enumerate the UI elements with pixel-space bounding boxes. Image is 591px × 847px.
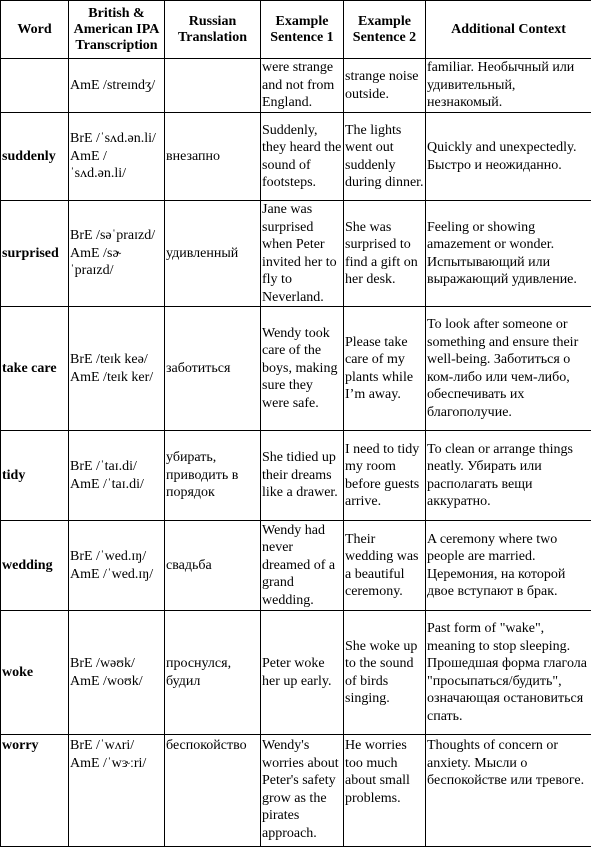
context-cell: To clean or arrange things neatly. Убирать или располагать вещи аккуратно.: [426, 431, 591, 521]
header-example-1: Example Sentence 1: [261, 1, 344, 59]
russian-cell: убирать, приводить в порядок: [165, 431, 261, 521]
russian-cell: удивленный: [165, 201, 261, 307]
word-cell: [1, 59, 69, 113]
example-2-cell: strange noise outside.: [344, 59, 426, 113]
context-cell: Quickly and unexpectedly. Быстро и неожиданно.: [426, 113, 591, 201]
ipa-cell: BrE /ˈwed.ɪŋ/ AmE /ˈwed.ɪŋ/: [69, 521, 165, 611]
ipa-cell: BrE /wəʊk/ AmE /woʊk/: [69, 611, 165, 735]
table-row: [1, 611, 591, 735]
header-russian: Russian Translation: [165, 1, 261, 59]
table-row: [1, 59, 591, 113]
ipa-cell: BrE /teɪk keə/ AmE /teɪk ker/: [69, 307, 165, 431]
word-cell: woke: [1, 611, 69, 735]
word-cell: surprised: [1, 201, 69, 307]
example-1-cell: Wendy took care of the boys, making sure they were safe.: [261, 307, 344, 431]
header-word: Word: [1, 1, 69, 59]
table-row: [1, 521, 591, 611]
russian-cell: внезапно: [165, 113, 261, 201]
table-row: [1, 431, 591, 521]
example-1-cell: Wendy had never dreamed of a grand wedding.: [261, 521, 344, 611]
ipa-cell: BrE /ˈtaɪ.di/ AmE /ˈtaɪ.di/: [69, 431, 165, 521]
table-row: [1, 307, 591, 431]
header-context: Additional Context: [426, 1, 591, 59]
header-ipa: British & American IPA Transcription: [69, 1, 165, 59]
context-cell: Past form of "wake", meaning to stop sleeping. Прошедшая форма глагола "просыпаться/будить", означающая остановиться спать.: [426, 611, 591, 735]
table-row: [1, 201, 591, 307]
russian-cell: [165, 59, 261, 113]
russian-cell: свадьба: [165, 521, 261, 611]
table-row: [1, 113, 591, 201]
example-2-cell: The lights went out suddenly during dinner.: [344, 113, 426, 201]
ipa-cell: BrE /səˈpraɪzd/ AmE /sɚ ˈpraɪzd/: [69, 201, 165, 307]
word-cell: take care: [1, 307, 69, 431]
example-2-cell: He worries too much about small problems.: [344, 735, 426, 847]
ipa-cell: BrE /ˈsʌd.ən.li/ AmE / ˈsʌd.ən.li/: [69, 113, 165, 201]
context-cell: A ceremony where two people are married. Церемония, на которой двое вступают в брак.: [426, 521, 591, 611]
example-2-cell: She was surprised to find a gift on her desk.: [344, 201, 426, 307]
example-1-cell: Wendy's worries about Peter's safety grow as the pirates approach.: [261, 735, 344, 847]
example-1-cell: She tidied up their dreams like a drawer.: [261, 431, 344, 521]
example-1-cell: Jane was surprised when Peter invited her to fly to Neverland.: [261, 201, 344, 307]
example-1-cell: Peter woke her up early.: [261, 611, 344, 735]
example-2-cell: Their wedding was a beautiful ceremony.: [344, 521, 426, 611]
example-2-cell: She woke up to the sound of birds singing.: [344, 611, 426, 735]
context-cell: familiar. Необычный или удивительный, незнакомый.: [426, 59, 591, 113]
context-cell: Thoughts of concern or anxiety. Мысли о беспокойстве или тревоге.: [426, 735, 591, 847]
header-example-2: Example Sentence 2: [344, 1, 426, 59]
context-cell: To look after someone or something and ensure their well-being. Заботиться о ком-либо или чем-либо, обеспечивать их благополучие.: [426, 307, 591, 431]
example-2-cell: I need to tidy my room before guests arrive.: [344, 431, 426, 521]
ipa-cell: BrE /ˈwʌri/ AmE /ˈwɝːri/: [69, 735, 165, 847]
word-cell: wedding: [1, 521, 69, 611]
russian-cell: проснулся, будил: [165, 611, 261, 735]
context-cell: Feeling or showing amazement or wonder. Испытывающий или выражающий удивление.: [426, 201, 591, 307]
word-cell: tidy: [1, 431, 69, 521]
example-1-cell: Suddenly, they heard the sound of footsteps.: [261, 113, 344, 201]
example-2-cell: Please take care of my plants while I’m away.: [344, 307, 426, 431]
word-cell: suddenly: [1, 113, 69, 201]
example-1-cell: were strange and not from England.: [261, 59, 344, 113]
word-cell: worry: [1, 735, 69, 847]
header-row: [1, 1, 591, 59]
russian-cell: заботиться: [165, 307, 261, 431]
russian-cell: беспокойство: [165, 735, 261, 847]
ipa-cell: AmE /streɪndʒ/: [69, 59, 165, 113]
table-row: [1, 735, 591, 847]
